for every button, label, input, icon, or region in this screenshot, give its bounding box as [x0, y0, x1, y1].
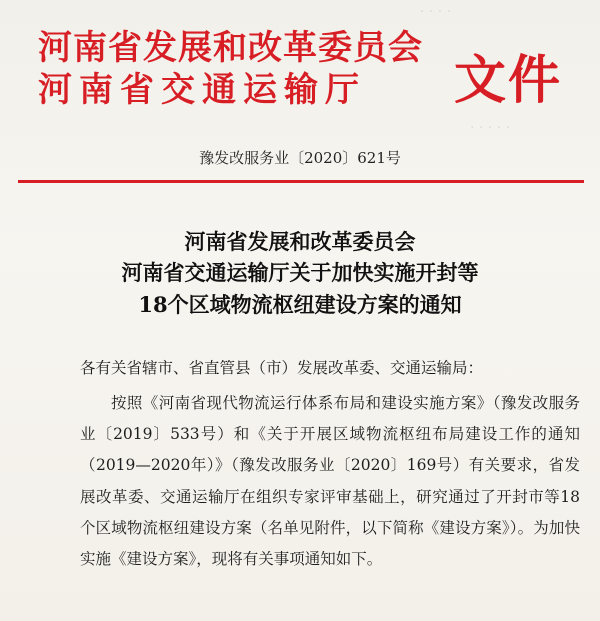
document-type-label: 文件 [454, 50, 563, 111]
red-divider-line [18, 180, 584, 183]
notice-title-line-3: 18个区域物流枢纽建设方案的通知 [138, 292, 462, 317]
body-paragraph: 按照《河南省现代物流运行体系布局和建设实施方案》（豫发改服务业〔2019〕533号）和《关于开展区域物流枢纽布局建设工作的通知（2019—2020年）》（豫发改服务业〔2020〕169号）有关要求，省发展改革委、交通运输厅在组织专家评审基础上，研究通过了开封市等18个区域物流枢纽建设方案（名单见附件，以下简称《建设方案》）。为加快实施《建设方案》，现将有关事项通知如下。 [80, 394, 580, 569]
bleed-through-text: · · · · [420, 4, 452, 20]
document-number: 豫发改服务业〔2020〕621号 [199, 149, 401, 167]
addressee: 各有关省辖市、省直管县（市）发展改革委、交通运输局： [80, 359, 484, 377]
notice-title-line-1: 河南省发展和改革委员会 [184, 229, 416, 254]
bleed-through-text: · · · · · [470, 120, 511, 136]
issuer-name-2: 河南省交通运输厅 [38, 70, 366, 110]
notice-title-line-2: 河南省交通运输厅关于加快实施开封等 [121, 260, 479, 285]
issuer-name-1: 河南省发展和改革委员会 [38, 28, 423, 68]
